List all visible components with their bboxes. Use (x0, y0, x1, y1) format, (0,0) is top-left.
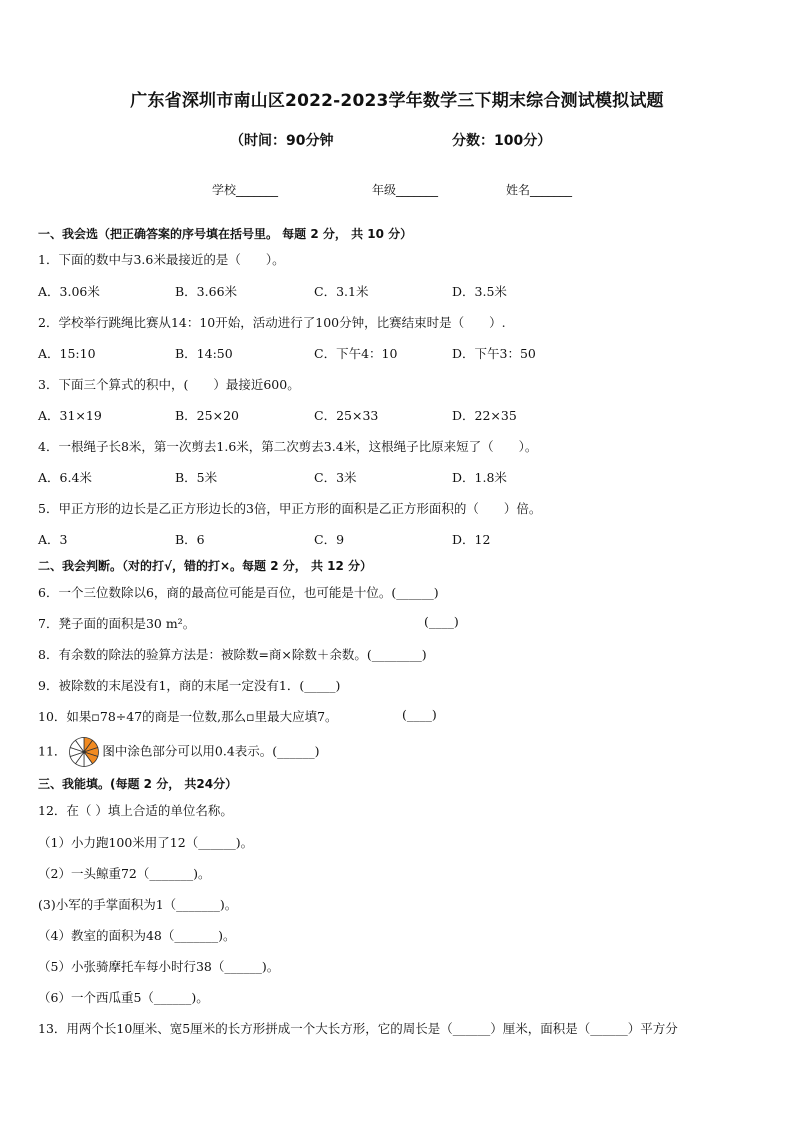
section-3-heading: 三、我能填。(每题 2 分， 共24分） (38, 777, 238, 791)
option-c: C．9 (314, 532, 345, 547)
option-c: C．下午4：10 (314, 346, 398, 361)
question-4: 4．一根绳子长8米，第一次剪去1.6米，第二次剪去3.4米，这根绳子比原来短了（ ）。 (38, 439, 538, 454)
option-b: B．6 (175, 532, 205, 547)
option-b: B．3.66米 (175, 284, 238, 299)
option-c: C．3米 (314, 470, 357, 485)
question-9: 9．被除数的末尾没有1，商的末尾一定没有1．(_____) (38, 678, 341, 693)
score-info: 分数：100分） (452, 133, 552, 149)
option-d: D．22×35 (452, 408, 517, 423)
option-d: D．12 (452, 532, 491, 547)
option-a: A．6.4米 (38, 470, 92, 485)
grade-field: 年级_______ (372, 183, 439, 197)
option-a: A．3 (38, 532, 68, 547)
option-d: D．3.5米 (452, 284, 507, 299)
option-b: B．5米 (175, 470, 218, 485)
question-12-item-5: （5）小张骑摩托车每小时行38（______)。 (38, 959, 280, 974)
question-12: 12．在（ ）填上合适的单位名称。 (38, 803, 233, 818)
question-2: 2．学校举行跳绳比赛从14：10开始，活动进行了100分钟，比赛结束时是（ ）. (38, 315, 506, 330)
school-field: 学校_______ (212, 183, 279, 197)
option-c: C．3.1米 (314, 284, 369, 299)
option-d: D．下午3：50 (452, 346, 536, 361)
question-10-blank: (____) (402, 707, 437, 722)
option-b: B．14:50 (175, 346, 233, 361)
question-3: 3．下面三个算式的积中，( ）最接近600。 (38, 377, 300, 392)
question-11 (38, 736, 320, 768)
option-b: B．25×20 (175, 408, 239, 423)
pie-icon (68, 736, 100, 768)
page-title: 广东省深圳市南山区2022-2023学年数学三下期末综合测试模拟试题 (130, 91, 664, 111)
question-6: 6．一个三位数除以6，商的最高位可能是百位，也可能是十位。(______) (38, 585, 439, 600)
question-7-blank: (____) (424, 614, 459, 629)
question-8: 8．有余数的除法的验算方法是：被除数=商×除数＋余数。(________) (38, 647, 427, 662)
question-10: 10．如果▫78÷47的商是一位数,那么▫里最大应填7。 (38, 709, 338, 724)
option-a: A．15:10 (38, 346, 96, 361)
option-c: C．25×33 (314, 408, 379, 423)
question-1: 1．下面的数中与3.6米最接近的是（ ）。 (38, 252, 285, 267)
name-field: 姓名_______ (506, 183, 573, 197)
option-a: A．3.06米 (38, 284, 100, 299)
question-7: 7．凳子面的面积是30 m²。 (38, 616, 196, 631)
question-13: 13．用两个长10厘米、宽5厘米的长方形拼成一个大长方形，它的周长是（______）厘米，面积是（______）平方分 (38, 1021, 678, 1036)
option-d: D．1.8米 (452, 470, 507, 485)
question-12-item-1: （1）小力跑100米用了12（______)。 (38, 835, 254, 850)
pie-figure (68, 736, 100, 768)
question-12-item-3: (3)小军的手掌面积为1（_______)。 (38, 897, 238, 912)
question-11-number: 11． (38, 743, 67, 759)
time-info: （时间：90分钟 (230, 133, 334, 149)
option-a: A．31×19 (38, 408, 102, 423)
section-1-heading: 一、我会选（把正确答案的序号填在括号里。 每题 2 分， 共 10 分） (38, 227, 413, 241)
question-11-text: 图中涂色部分可以用0.4表示。(______) (102, 743, 320, 759)
question-12-item-6: （6）一个西瓜重5（______)。 (38, 990, 209, 1005)
question-5: 5．甲正方形的边长是乙正方形边长的3倍，甲正方形的面积是乙正方形面积的（ ）倍。 (38, 501, 542, 516)
question-12-item-4: （4）教室的面积为48（_______)。 (38, 928, 236, 943)
question-12-item-2: （2）一头鲸重72（_______)。 (38, 866, 211, 881)
section-2-heading: 二、我会判断。（对的打√，错的打×。每题 2 分， 共 12 分） (38, 559, 372, 573)
